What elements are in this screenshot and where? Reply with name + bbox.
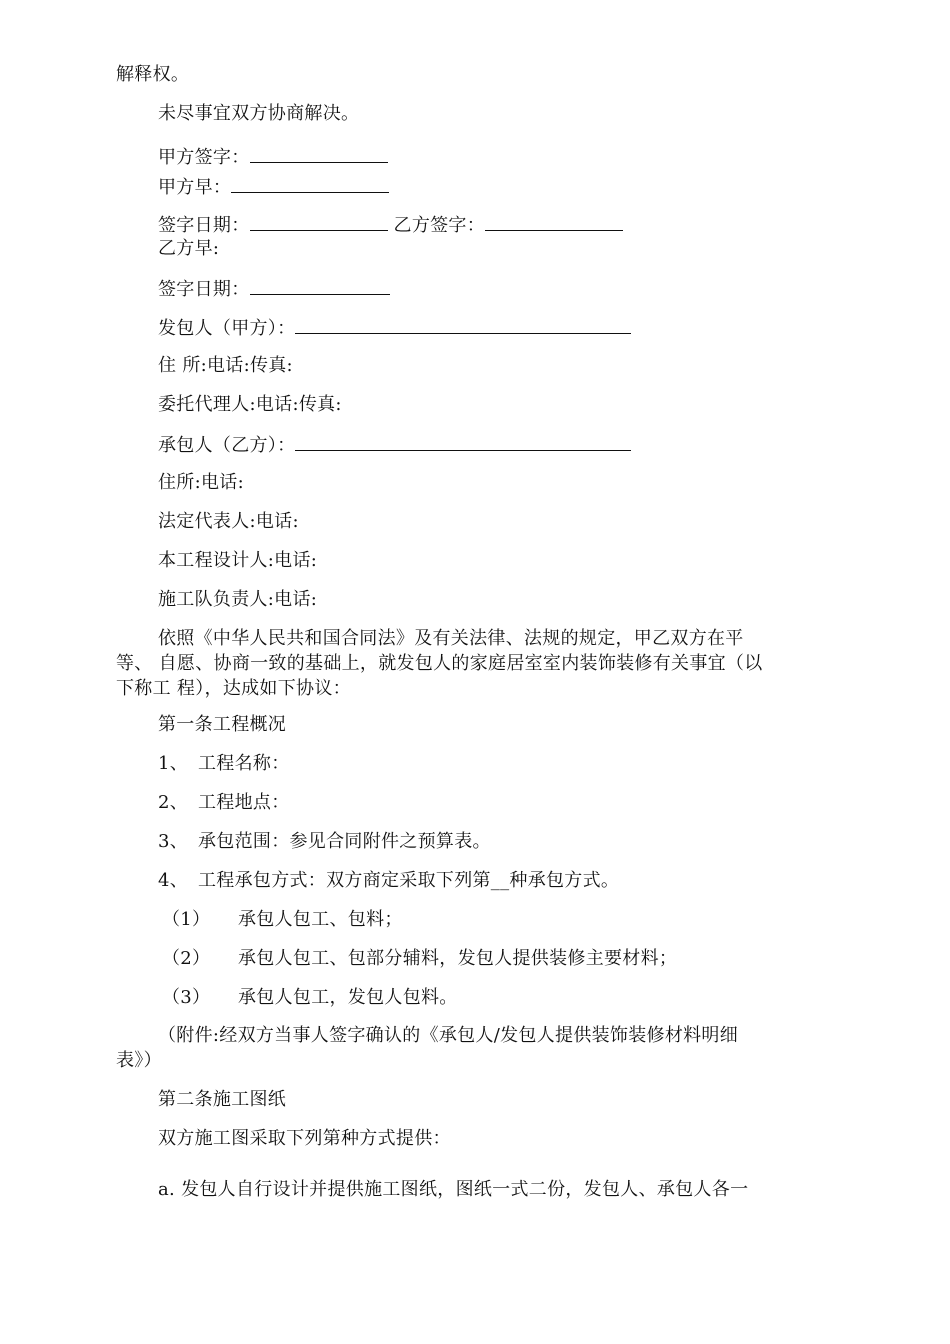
section-heading: 第二条施工图纸 — [158, 1089, 287, 1110]
employer-label: 发包人（甲方）： — [158, 318, 296, 339]
text-line: 本工程设计人:电话: — [158, 550, 318, 571]
party-a-signature-blank — [250, 144, 388, 163]
text-line: 双方施工图采取下列第种方式提供： — [158, 1128, 451, 1149]
text-line: 施工队负责人:电话: — [158, 589, 318, 610]
text-line: 乙方早: — [158, 238, 220, 259]
party-b-signature-label: 乙方签字： — [393, 215, 486, 236]
employer-blank — [295, 315, 631, 334]
sign-date-line — [158, 276, 390, 302]
list-text: 工程承包方式：双方商定采取下列第__种承包方式。 — [198, 870, 620, 891]
list-number: （1） — [162, 909, 211, 930]
text-line: 委托代理人:电话:传真: — [158, 394, 342, 415]
list-text: 承包人包工、包部分辅料，发包人提供装修主要材料； — [238, 948, 678, 969]
paragraph-line: （附件:经双方当事人签字确认的《承包人/发包人提供装饰装修材料明细 — [158, 1025, 739, 1046]
list-text: 承包范围：参见合同附件之预算表。 — [198, 831, 491, 852]
contractor-label: 承包人（乙方）： — [158, 435, 296, 456]
sign-date-blank — [250, 212, 388, 231]
list-item — [158, 830, 491, 854]
list-text: 工程名称： — [198, 753, 290, 774]
sign-date-party-b-line — [158, 212, 623, 238]
list-item — [158, 791, 290, 815]
list-number: （3） — [162, 987, 211, 1008]
section-heading: 第一条工程概况 — [158, 714, 287, 735]
sub-list-item — [162, 947, 677, 971]
paragraph-line: 等、 自愿、协商一致的基础上，就发包人的家庭居室室内装饰装修有关事宜（以 — [116, 653, 763, 674]
paragraph-line: a. 发包人自行设计并提供施工图纸，图纸一式二份，发包人、承包人各一 — [158, 1179, 749, 1200]
party-a-seal-line — [158, 174, 389, 200]
list-number: 1、 — [158, 753, 189, 774]
party-a-seal-blank — [231, 174, 389, 193]
employer-line — [158, 315, 631, 341]
sign-date-label: 签字日期： — [158, 279, 250, 300]
contractor-line — [158, 432, 631, 458]
paragraph-line: 下称工 程），达成如下协议： — [116, 678, 351, 699]
list-text: 承包人包工，发包人包料。 — [238, 987, 458, 1008]
party-a-signature-label: 甲方签字： — [158, 147, 250, 168]
text-line: 住 所:电话:传真: — [158, 355, 293, 376]
text-line: 法定代表人:电话: — [158, 511, 299, 532]
contractor-blank — [295, 432, 631, 451]
text-line: 未尽事宜双方协商解决。 — [158, 103, 360, 124]
list-text: 工程地点： — [198, 792, 290, 813]
text-line: 解释权。 — [116, 64, 190, 85]
list-text: 承包人包工、包料； — [238, 909, 403, 930]
sub-list-item — [162, 986, 458, 1010]
list-number: 2、 — [158, 792, 189, 813]
list-number: 3、 — [158, 831, 189, 852]
sign-date-label: 签字日期： — [158, 215, 250, 236]
sub-list-item — [162, 908, 403, 932]
sign-date-blank — [250, 276, 390, 295]
list-number: 4、 — [158, 870, 189, 891]
paragraph-line: 表》） — [116, 1050, 162, 1071]
text-line: 住所:电话: — [158, 472, 244, 493]
party-a-signature-line — [158, 144, 388, 170]
list-number: （2） — [162, 948, 211, 969]
list-item — [158, 752, 290, 776]
party-a-seal-label: 甲方早： — [158, 177, 232, 198]
list-item — [158, 869, 619, 893]
party-b-signature-blank — [485, 212, 623, 231]
paragraph-line: 依照《中华人民共和国合同法》及有关法律、法规的规定，甲乙双方在平 — [158, 628, 744, 649]
